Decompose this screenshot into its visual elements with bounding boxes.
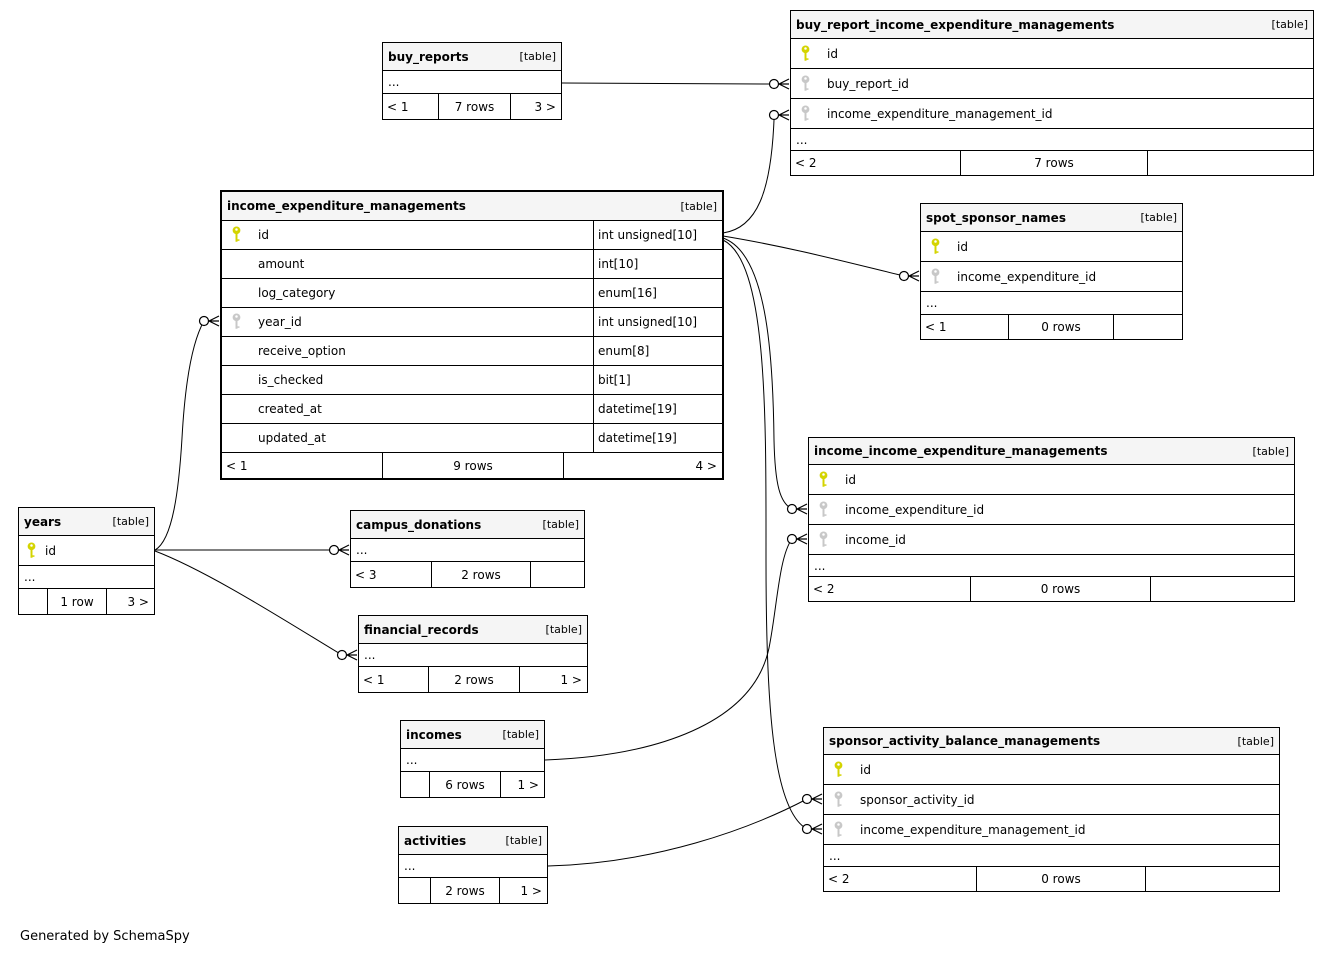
table-title[interactable]: activities [404,833,467,848]
table-years[interactable] [18,507,155,615]
hidden-columns-ellipsis: ... [401,749,544,772]
footer-children [1151,577,1294,601]
table-header [809,438,1294,465]
column-name: created_at [258,402,322,416]
footer-parents: < 1 [226,458,248,473]
edge-activities-to-sponsor_activity_id [548,799,807,866]
table-footer [791,151,1313,175]
column-row [809,525,1294,555]
crowfoot [797,534,807,544]
foreign-key-icon [801,75,811,93]
column-row [222,221,722,250]
edge-buy_reports-to-buy_report_id [562,83,774,84]
table-buy_reports[interactable] [382,42,562,120]
table-sponsor_activity_balance_managements[interactable] [823,727,1280,892]
column-name: income_expenditure_management_id [827,106,1053,121]
zero-circle [788,505,797,514]
table-tag: [table] [1237,734,1274,748]
column-row [791,99,1313,129]
crowfoot [347,650,357,660]
column-row [921,232,1182,262]
footer-parents [399,878,430,903]
column-row [791,69,1313,99]
footer-children: 1 > [560,672,582,687]
column-type: enum[8] [593,337,722,365]
crowfoot [209,316,219,326]
table-header [399,827,547,855]
crowfoot [779,110,789,120]
table-footer [809,577,1294,601]
footer-parents [401,772,429,797]
column-name: receive_option [258,344,346,358]
column-row [222,424,722,453]
table-header [222,192,722,221]
table-footer [921,315,1182,339]
footer-rowcount: 2 rows [430,878,500,903]
footer-parents: < 1 [925,320,947,334]
footer-rowcount: 2 rows [431,562,531,587]
foreign-key-icon [819,501,829,519]
table-tag: [table] [1140,211,1177,224]
column-type: datetime[19] [593,395,722,423]
column-type: enum[16] [593,279,722,307]
column-row [222,366,722,395]
hidden-columns-ellipsis: ... [359,644,587,667]
table-tag: [table] [1271,18,1308,31]
table-header [383,43,561,71]
table-incomes[interactable] [400,720,545,798]
table-footer [401,772,544,797]
column-name: amount [258,257,305,271]
primary-key-icon [232,226,242,244]
column-row [824,785,1279,815]
column-name: updated_at [258,431,326,445]
zero-circle [330,546,339,555]
generated-by-note: Generated by SchemaSpy [20,929,190,944]
table-header [351,511,584,539]
footer-children [1148,151,1313,175]
column-name: income_expenditure_id [845,502,985,517]
column-name: id [827,46,838,61]
footer-rowcount: 6 rows [429,772,501,797]
column-row [222,395,722,424]
footer-rowcount: 0 rows [1008,315,1114,339]
column-row [222,279,722,308]
table-footer [19,589,154,614]
column-name: id [957,239,968,254]
table-title[interactable]: campus_donations [356,517,482,532]
footer-parents: < 1 [363,672,385,687]
table-header [921,204,1182,232]
edge-iem-to-iie_income_expenditure_id [723,238,792,509]
table-title[interactable]: income_expenditure_managements [227,199,466,213]
table-tag: [table] [680,199,717,213]
primary-key-icon [27,542,37,560]
column-row [824,755,1279,785]
footer-rowcount: 7 rows [960,151,1148,175]
column-row [222,308,722,337]
footer-children: 3 > [534,99,556,114]
table-header [359,616,587,644]
footer-children [531,562,584,587]
footer-rowcount: 9 rows [382,453,564,478]
table-income_income_expenditure_managements[interactable] [808,437,1295,602]
column-name: id [258,228,269,242]
table-spot_sponsor_names[interactable] [920,203,1183,340]
table-header [824,728,1279,755]
footer-children [1114,315,1182,339]
primary-key-icon [834,761,844,779]
table-footer [399,878,547,903]
footer-rowcount: 7 rows [438,94,511,119]
table-title[interactable]: spot_sponsor_names [926,210,1066,225]
footer-parents: < 3 [355,567,377,582]
footer-children: 3 > [127,594,149,609]
foreign-key-icon [834,821,844,839]
column-type: int unsigned[10] [593,308,722,336]
footer-rowcount: 2 rows [428,667,520,692]
foreign-key-icon [801,105,811,123]
column-name: income_id [845,532,906,547]
crowfoot [779,79,789,89]
column-row [809,495,1294,525]
column-name: buy_report_id [827,76,909,91]
footer-parents [19,589,47,614]
column-row [921,262,1182,292]
footer-rowcount: 0 rows [976,867,1146,891]
foreign-key-icon [232,313,242,331]
table-tag: [table] [545,623,582,636]
hidden-columns-ellipsis: ... [921,292,1182,315]
zero-circle [770,111,779,120]
edge-iem-to-sabm_income_expenditure_management_id [723,240,807,829]
table-tag: [table] [1252,444,1289,458]
table-footer [383,94,561,119]
table-campus_donations[interactable] [350,510,585,588]
edge-years-to-year_id [155,321,204,550]
table-title[interactable]: income_income_expenditure_managements [814,444,1108,458]
column-name: sponsor_activity_id [860,792,975,807]
column-name: id [845,472,856,487]
table-tag: [table] [112,515,149,528]
table-buy_report_income_expenditure_managements[interactable] [790,10,1314,176]
table-tag: [table] [505,834,542,847]
column-type: bit[1] [593,366,722,394]
hidden-columns-ellipsis: ... [791,129,1313,151]
hidden-columns-ellipsis: ... [351,539,584,562]
zero-circle [900,272,909,281]
table-footer [351,562,584,587]
hidden-columns-ellipsis: ... [809,555,1294,577]
column-row [791,39,1313,69]
table-title[interactable]: years [24,514,62,529]
column-name: id [860,762,871,777]
foreign-key-icon [834,791,844,809]
column-type: datetime[19] [593,424,722,452]
primary-key-icon [819,471,829,489]
hidden-columns-ellipsis: ... [399,855,547,878]
column-type: int[10] [593,250,722,278]
table-tag: [table] [502,728,539,741]
edge-iem-to-spot_income_expenditure_id [723,236,904,276]
column-name: income_expenditure_id [957,269,1097,284]
column-name: id [45,543,56,558]
hidden-columns-ellipsis: ... [19,566,154,589]
table-title[interactable]: financial_records [364,622,479,637]
footer-parents: < 2 [828,872,850,886]
column-name: log_category [258,286,336,300]
edge-years-to-financial_records [155,551,342,655]
table-title[interactable]: buy_reports [388,49,469,64]
table-activities[interactable] [398,826,548,904]
table-footer [222,453,722,478]
table-tag: [table] [542,518,579,531]
primary-key-icon [931,238,941,256]
footer-parents: < 2 [795,156,817,170]
zero-circle [338,651,347,660]
footer-children: 4 > [695,458,717,473]
primary-key-icon [801,45,811,63]
table-tag: [table] [519,50,556,63]
zero-circle [788,535,797,544]
zero-circle [803,825,812,834]
footer-children: 1 > [517,777,539,792]
zero-circle [200,317,209,326]
foreign-key-icon [931,268,941,286]
zero-circle [770,80,779,89]
footer-children [1146,867,1279,891]
edge-iem-to-income_expenditure_management_id [723,120,774,233]
table-title[interactable]: buy_report_income_expenditure_managements [796,17,1115,32]
table-header [791,11,1313,39]
crowfoot [812,824,822,834]
hidden-columns-ellipsis: ... [383,71,561,94]
table-footer [359,667,587,692]
column-row [824,815,1279,845]
table-footer [824,867,1279,891]
hidden-columns-ellipsis: ... [824,845,1279,867]
column-type: int unsigned[10] [593,221,722,249]
crowfoot [812,794,822,804]
footer-children: 1 > [520,883,542,898]
column-row [809,465,1294,495]
footer-rowcount: 0 rows [970,577,1151,601]
column-row [222,337,722,366]
crowfoot [339,545,349,555]
footer-rowcount: 1 row [47,589,107,614]
table-header [401,721,544,749]
crowfoot [797,504,807,514]
table-income_expenditure_managements[interactable] [220,190,724,480]
table-header [19,508,154,536]
column-name: income_expenditure_management_id [860,822,1086,837]
crowfoot [909,271,919,281]
footer-parents: < 1 [387,99,409,114]
column-name: is_checked [258,373,324,387]
foreign-key-icon [819,531,829,549]
table-title[interactable]: sponsor_activity_balance_managements [829,734,1101,748]
footer-parents: < 2 [813,582,835,596]
column-row [222,250,722,279]
table-title[interactable]: incomes [406,727,462,742]
column-name: year_id [258,315,302,329]
table-financial_records[interactable] [358,615,588,693]
zero-circle [803,795,812,804]
column-row [19,536,154,566]
